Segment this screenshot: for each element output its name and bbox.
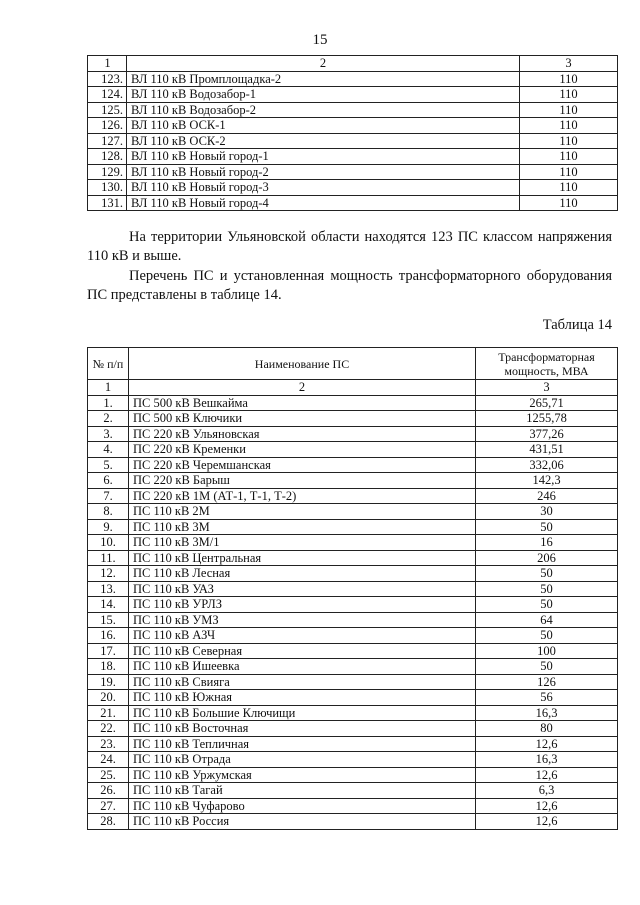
row-number: 1.: [88, 395, 129, 411]
row-number: 4.: [88, 442, 129, 458]
index-cell: 2: [129, 380, 476, 396]
transformer-power: 50: [476, 519, 618, 535]
table-header-row: [88, 348, 618, 380]
table-row: [88, 71, 618, 87]
transformer-power: 206: [476, 550, 618, 566]
transformer-power: 377,26: [476, 426, 618, 442]
voltage-value: 110: [520, 118, 618, 134]
row-number: 128.: [88, 149, 127, 165]
substation-name: ПС 220 кВ Барыш: [129, 473, 476, 489]
table-row: [88, 721, 618, 737]
table-row: [88, 597, 618, 613]
table-row: [88, 736, 618, 752]
table-13-continuation: [87, 55, 618, 211]
paragraph-substations-count: На территории Ульяновской области находятся 123 ПС классом напряжения 110 кВ и выше.: [87, 229, 612, 264]
substation-name: ПС 110 кВ Свияга: [129, 674, 476, 690]
table-row: [88, 411, 618, 427]
transformer-power: 246: [476, 488, 618, 504]
table-row: [88, 550, 618, 566]
row-number: 13.: [88, 581, 129, 597]
table-row: [88, 164, 618, 180]
voltage-value: 110: [520, 180, 618, 196]
row-number: 25.: [88, 767, 129, 783]
table-row: [88, 612, 618, 628]
table-row: [88, 674, 618, 690]
transformer-power: 265,71: [476, 395, 618, 411]
page-number: 15: [312, 32, 328, 48]
table-row: [88, 180, 618, 196]
table-index-row: [88, 380, 618, 396]
transformer-power: 431,51: [476, 442, 618, 458]
row-number: 12.: [88, 566, 129, 582]
row-number: 17.: [88, 643, 129, 659]
header-num: № п/п: [88, 348, 129, 380]
table-row: [88, 566, 618, 582]
transformer-power: 1255,78: [476, 411, 618, 427]
voltage-value: 110: [520, 133, 618, 149]
voltage-value: 110: [520, 164, 618, 180]
table-row: [88, 519, 618, 535]
row-number: 130.: [88, 180, 127, 196]
voltage-value: 110: [520, 71, 618, 87]
row-number: 24.: [88, 752, 129, 768]
row-number: 3.: [88, 426, 129, 442]
table-row: [88, 87, 618, 103]
header-cell: 2: [127, 56, 520, 72]
transformer-power: 142,3: [476, 473, 618, 489]
transformer-power: 16,3: [476, 752, 618, 768]
table-row: [88, 814, 618, 830]
transformer-power: 332,06: [476, 457, 618, 473]
substation-name: ПС 110 кВ Восточная: [129, 721, 476, 737]
transformer-power: 80: [476, 721, 618, 737]
row-number: 7.: [88, 488, 129, 504]
line-name: ВЛ 110 кВ Новый город-3: [127, 180, 520, 196]
transformer-power: 16,3: [476, 705, 618, 721]
row-number: 6.: [88, 473, 129, 489]
transformer-power: 30: [476, 504, 618, 520]
table-row: [88, 195, 618, 211]
header-cell: 1: [88, 56, 127, 72]
row-number: 23.: [88, 736, 129, 752]
table-row: [88, 457, 618, 473]
row-number: 127.: [88, 133, 127, 149]
table-row: [88, 783, 618, 799]
substation-name: ПС 110 кВ Тагай: [129, 783, 476, 799]
substation-name: ПС 110 кВ Лесная: [129, 566, 476, 582]
header-cell: 3: [520, 56, 618, 72]
substation-name: ПС 500 кВ Вешкайма: [129, 395, 476, 411]
substation-name: ПС 110 кВ УРЛЗ: [129, 597, 476, 613]
substation-name: ПС 110 кВ АЗЧ: [129, 628, 476, 644]
transformer-power: 12,6: [476, 736, 618, 752]
voltage-value: 110: [520, 87, 618, 103]
substation-name: ПС 220 кВ 1М (АТ-1, Т-1, Т-2): [129, 488, 476, 504]
row-number: 18.: [88, 659, 129, 675]
row-number: 9.: [88, 519, 129, 535]
row-number: 16.: [88, 628, 129, 644]
transformer-power: 12,6: [476, 798, 618, 814]
row-number: 28.: [88, 814, 129, 830]
transformer-power: 12,6: [476, 767, 618, 783]
transformer-power: 50: [476, 659, 618, 675]
table-14-substations: [87, 347, 618, 830]
line-name: ВЛ 110 кВ Водозабор-1: [127, 87, 520, 103]
row-number: 21.: [88, 705, 129, 721]
substation-name: ПС 110 кВ Россия: [129, 814, 476, 830]
table-header-row: [88, 56, 618, 72]
header-power: Трансформаторная мощность, МВА: [476, 348, 618, 380]
substation-name: ПС 110 кВ Центральная: [129, 550, 476, 566]
substation-name: ПС 110 кВ Большие Ключищи: [129, 705, 476, 721]
table-row: [88, 442, 618, 458]
transformer-power: 64: [476, 612, 618, 628]
transformer-power: 12,6: [476, 814, 618, 830]
row-number: 129.: [88, 164, 127, 180]
substation-name: ПС 220 кВ Кременки: [129, 442, 476, 458]
line-name: ВЛ 110 кВ ОСК-2: [127, 133, 520, 149]
row-number: 27.: [88, 798, 129, 814]
paragraph-table-reference: Перечень ПС и установленная мощность трансформаторного оборудования ПС представлены в таблице 14.: [87, 268, 612, 303]
table-row: [88, 643, 618, 659]
transformer-power: 126: [476, 674, 618, 690]
voltage-value: 110: [520, 195, 618, 211]
line-name: ВЛ 110 кВ Новый город-1: [127, 149, 520, 165]
table-row: [88, 473, 618, 489]
transformer-power: 100: [476, 643, 618, 659]
transformer-power: 50: [476, 581, 618, 597]
row-number: 19.: [88, 674, 129, 690]
row-number: 26.: [88, 783, 129, 799]
table-row: [88, 659, 618, 675]
substation-name: ПС 110 кВ УАЗ: [129, 581, 476, 597]
table-row: [88, 149, 618, 165]
table-row: [88, 798, 618, 814]
table-row: [88, 581, 618, 597]
line-name: ВЛ 110 кВ Новый город-2: [127, 164, 520, 180]
substation-name: ПС 110 кВ 2М: [129, 504, 476, 520]
transformer-power: 50: [476, 628, 618, 644]
table-row: [88, 504, 618, 520]
substation-name: ПС 110 кВ 3М/1: [129, 535, 476, 551]
row-number: 22.: [88, 721, 129, 737]
line-name: ВЛ 110 кВ Водозабор-2: [127, 102, 520, 118]
substation-name: ПС 500 кВ Ключики: [129, 411, 476, 427]
table-row: [88, 133, 618, 149]
table-row: [88, 395, 618, 411]
voltage-value: 110: [520, 102, 618, 118]
line-name: ВЛ 110 кВ Промплощадка-2: [127, 71, 520, 87]
table-row: [88, 690, 618, 706]
voltage-value: 110: [520, 149, 618, 165]
transformer-power: 50: [476, 566, 618, 582]
table-row: [88, 102, 618, 118]
header-name: Наименование ПС: [129, 348, 476, 380]
substation-name: ПС 110 кВ 3М: [129, 519, 476, 535]
substation-name: ПС 110 кВ Южная: [129, 690, 476, 706]
substation-name: ПС 110 кВ Тепличная: [129, 736, 476, 752]
transformer-power: 6,3: [476, 783, 618, 799]
transformer-power: 56: [476, 690, 618, 706]
row-number: 15.: [88, 612, 129, 628]
index-cell: 1: [88, 380, 129, 396]
table-row: [88, 705, 618, 721]
substation-name: ПС 110 кВ Уржумская: [129, 767, 476, 783]
transformer-power: 16: [476, 535, 618, 551]
row-number: 124.: [88, 87, 127, 103]
row-number: 20.: [88, 690, 129, 706]
table-row: [88, 628, 618, 644]
line-name: ВЛ 110 кВ Новый город-4: [127, 195, 520, 211]
row-number: 14.: [88, 597, 129, 613]
table-row: [88, 752, 618, 768]
table-caption: Таблица 14: [542, 317, 612, 333]
row-number: 8.: [88, 504, 129, 520]
substation-name: ПС 220 кВ Черемшанская: [129, 457, 476, 473]
table-row: [88, 426, 618, 442]
table-row: [88, 767, 618, 783]
substation-name: ПС 220 кВ Ульяновская: [129, 426, 476, 442]
substation-name: ПС 110 кВ Ишеевка: [129, 659, 476, 675]
line-name: ВЛ 110 кВ ОСК-1: [127, 118, 520, 134]
substation-name: ПС 110 кВ Отрада: [129, 752, 476, 768]
row-number: 125.: [88, 102, 127, 118]
table-row: [88, 118, 618, 134]
transformer-power: 50: [476, 597, 618, 613]
substation-name: ПС 110 кВ Чуфарово: [129, 798, 476, 814]
table-row: [88, 535, 618, 551]
row-number: 123.: [88, 71, 127, 87]
substation-name: ПС 110 кВ УМЗ: [129, 612, 476, 628]
row-number: 11.: [88, 550, 129, 566]
substation-name: ПС 110 кВ Северная: [129, 643, 476, 659]
row-number: 10.: [88, 535, 129, 551]
row-number: 5.: [88, 457, 129, 473]
row-number: 2.: [88, 411, 129, 427]
index-cell: 3: [476, 380, 618, 396]
row-number: 126.: [88, 118, 127, 134]
table-row: [88, 488, 618, 504]
row-number: 131.: [88, 195, 127, 211]
